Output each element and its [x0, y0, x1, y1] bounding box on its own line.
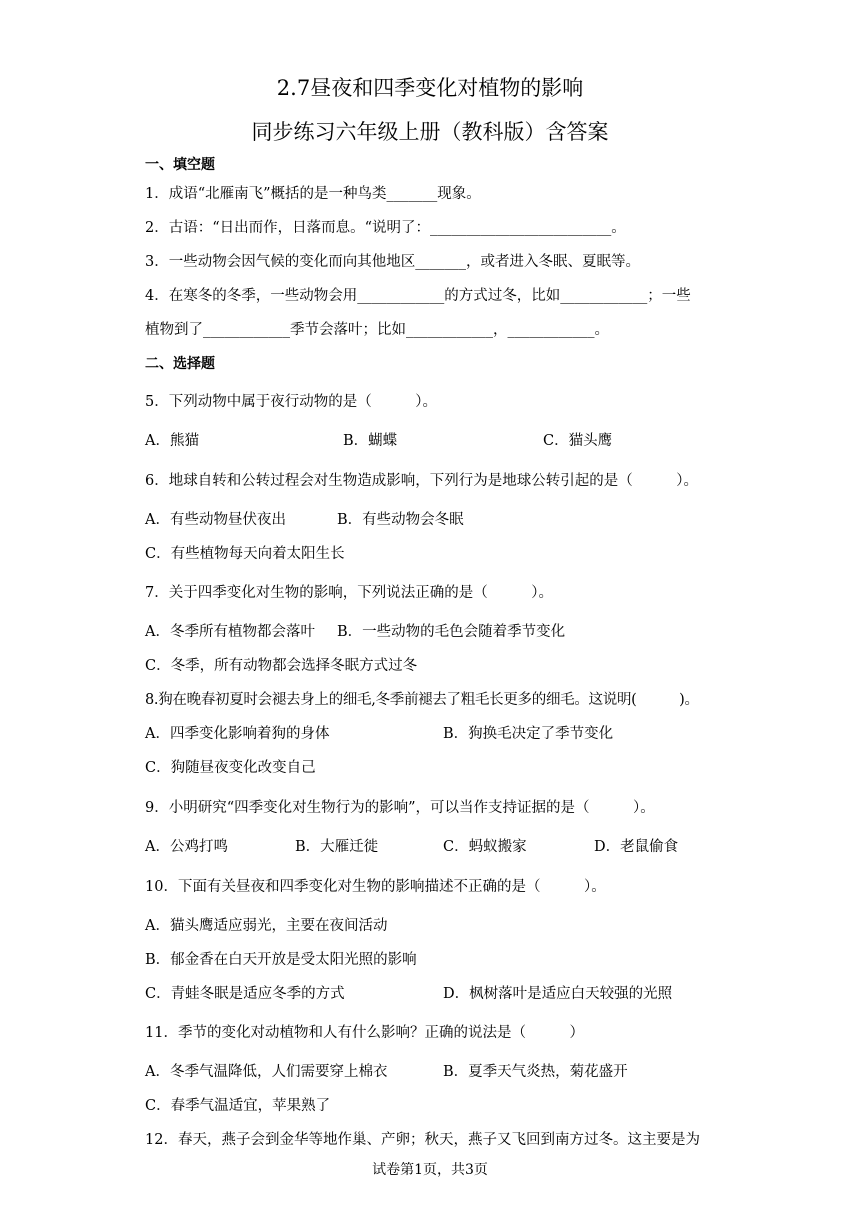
- question-10-option-d: D．枫树落叶是适应白天较强的光照: [443, 986, 673, 1002]
- question-8-option-b: B．狗换毛决定了季节变化: [443, 726, 614, 742]
- question-11-stem: 11．季节的变化对动植物和人有什么影响？正确的说法是（ ）: [145, 1025, 584, 1041]
- document-title-line2: 同步练习六年级上册（教科版）含答案: [251, 120, 609, 144]
- question-8-stem: 8.狗在晚春初夏时会褪去身上的细毛,冬季前褪去了粗毛长更多的细毛。这说明( )。: [145, 692, 699, 708]
- question-4-line1: 4．在寒冬的冬季，一些动物会用____________的方式过冬，比如____________；一些: [145, 288, 691, 304]
- question-7-option-c: C．冬季，所有动物都会选择冬眠方式过冬: [145, 658, 418, 674]
- page-footer: 试卷第1页，共3页: [372, 1162, 488, 1178]
- question-6-option-b: B．有些动物会冬眠: [337, 512, 464, 528]
- question-6-stem: 6．地球自转和公转过程会对生物造成影响，下列行为是地球公转引起的是（ ）。: [145, 473, 698, 489]
- question-10-option-a: A．猫头鹰适应弱光，主要在夜间活动: [145, 918, 388, 934]
- question-8-option-a: A．四季变化影响着狗的身体: [145, 726, 330, 742]
- question-10-option-c: C．青蛙冬眠是适应冬季的方式: [145, 986, 345, 1002]
- question-7-option-a: A．冬季所有植物都会落叶: [145, 624, 315, 640]
- question-7-stem: 7．关于四季变化对生物的影响，下列说法正确的是（ ）。: [145, 585, 553, 601]
- question-3: 3．一些动物会因气候的变化而向其他地区_______，或者进入冬眠、夏眠等。: [145, 254, 640, 270]
- section-heading-choice: 二、选择题: [145, 356, 215, 372]
- question-9-option-d: D．老鼠偷食: [594, 839, 679, 855]
- question-8-option-c: C．狗随昼夜变化改变自己: [145, 760, 316, 776]
- question-6-option-a: A．有些动物昼伏夜出: [145, 512, 286, 528]
- question-5-stem: 5．下列动物中属于夜行动物的是（ ）。: [145, 394, 437, 410]
- question-9-option-b: B．大雁迁徙: [295, 839, 379, 855]
- question-9-option-a: A．公鸡打鸣: [145, 839, 228, 855]
- question-12-stem: 12．春天，燕子会到金华等地作巢、产卵；秋天，燕子又飞回到南方过冬。这主要是为: [145, 1132, 700, 1148]
- section-heading-fill-in: 一、填空题: [145, 157, 215, 173]
- document-title-line1: 2.7昼夜和四季变化对植物的影响: [276, 76, 584, 100]
- question-11-option-c: C．春季气温适宜，苹果熟了: [145, 1098, 331, 1114]
- question-10-option-b: B．郁金香在白天开放是受太阳光照的影响: [145, 952, 417, 968]
- question-5-option-b: B．蝴蝶: [343, 433, 398, 449]
- question-1: 1．成语“北雁南飞”概括的是一种鸟类_______现象。: [145, 186, 481, 202]
- question-5-option-c: C．猫头鹰: [543, 433, 613, 449]
- question-5-option-a: A．熊猫: [145, 433, 199, 449]
- question-9-stem: 9．小明研究“四季变化对生物行为的影响”，可以当作支持证据的是（ ）。: [145, 800, 655, 816]
- question-10-stem: 10．下面有关昼夜和四季变化对生物的影响描述不正确的是（ ）。: [145, 879, 606, 895]
- question-9-option-c: C．蚂蚁搬家: [443, 839, 527, 855]
- question-11-option-a: A．冬季气温降低，人们需要穿上棉衣: [145, 1064, 388, 1080]
- question-2: 2．古语：“日出而作，日落而息。“说明了：_________________________。: [145, 220, 626, 236]
- question-6-option-c: C．有些植物每天向着太阳生长: [145, 546, 345, 562]
- question-7-option-b: B．一些动物的毛色会随着季节变化: [337, 624, 566, 640]
- question-11-option-b: B．夏季天气炎热，菊花盛开: [443, 1064, 628, 1080]
- question-4-line2: 植物到了____________季节会落叶；比如____________，____________。: [145, 322, 609, 338]
